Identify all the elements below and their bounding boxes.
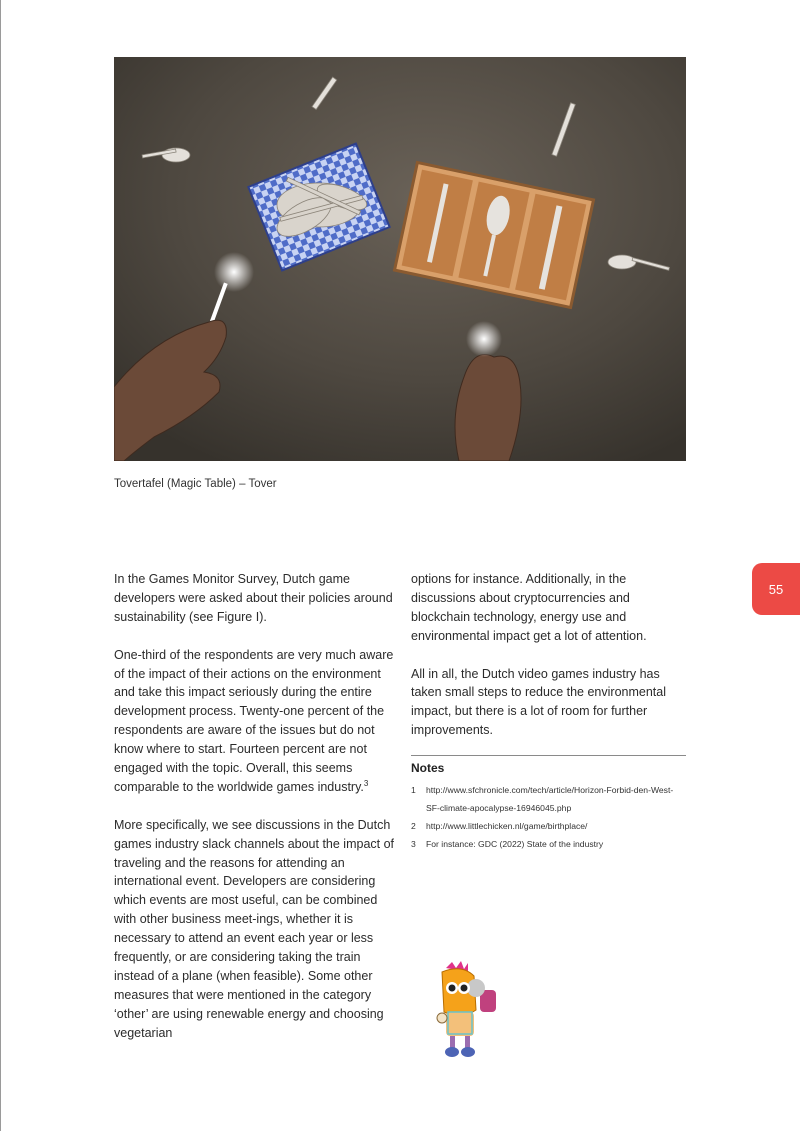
note-number: 1 [411,785,416,795]
note-link[interactable]: http://www.sfchronicle.com/tech/article/Horizon-Forbid-den-West-SF-climate-apocalypse-16946045.php [426,785,674,813]
note-item [411,835,686,853]
note-item [411,817,686,835]
page-edge-rule [0,0,1,1131]
tovertafel-photo [114,57,686,461]
photo-illustration [114,57,686,461]
mascot-illustration [432,960,504,1060]
mascot-character-icon [432,960,504,1060]
paragraph: More specifically, we see discussions in the Dutch games industry slack channels about the impact of traveling and the reasons for attending an international event. Developers are considering which events are most useful, can be combined with other business meet-ings, whether it is necessary to attend an event each year or less frequently, or are considering taking the train instead of a plane (when feasible). Some other measures that were mentioned in the category ‘other’ are using renewable energy and choosing vegetarian [114,817,395,1040]
paragraph [114,646,394,797]
notes-title: Notes [411,761,445,775]
note-item [411,781,686,817]
paragraph: In the Games Monitor Survey, Dutch game developers were asked about their policies around sustainability (see Figure I). [114,572,393,624]
footnote-ref[interactable]: 3 [363,778,369,788]
left-text-column [114,570,394,1062]
note-number: 3 [411,839,416,849]
page-number-tab [752,563,800,615]
notes-section [411,755,686,853]
note-number: 2 [411,821,416,831]
paragraph: All in all, the Dutch video games industry has taken small steps to reduce the environmental impact, but there is a lot of room for further improvements. [411,666,666,738]
right-text-column [411,570,687,759]
page-number: 55 [768,581,784,597]
paragraph-text: One-third of the respondents are very much aware of the impact of their actions on the environment and take this impact seriously during the entire development process. Twenty-one percent of the respondents are aware of the issues but do not know where to start. Fourteen percent are not engaged with the topic. Overall, this seems comparable to the worldwide games industry. [114,647,394,794]
figure-caption: Tovertafel (Magic Table) – Tover [114,478,277,490]
note-link[interactable]: http://www.littlechicken.nl/game/birthplace/ [426,821,588,831]
note-text: For instance: GDC (2022) State of the industry [426,839,604,849]
paragraph: options for instance. Additionally, in the discussions about cryptocurrencies and blockchain technology, energy use and environmental impact get a lot of attention. [411,572,647,643]
